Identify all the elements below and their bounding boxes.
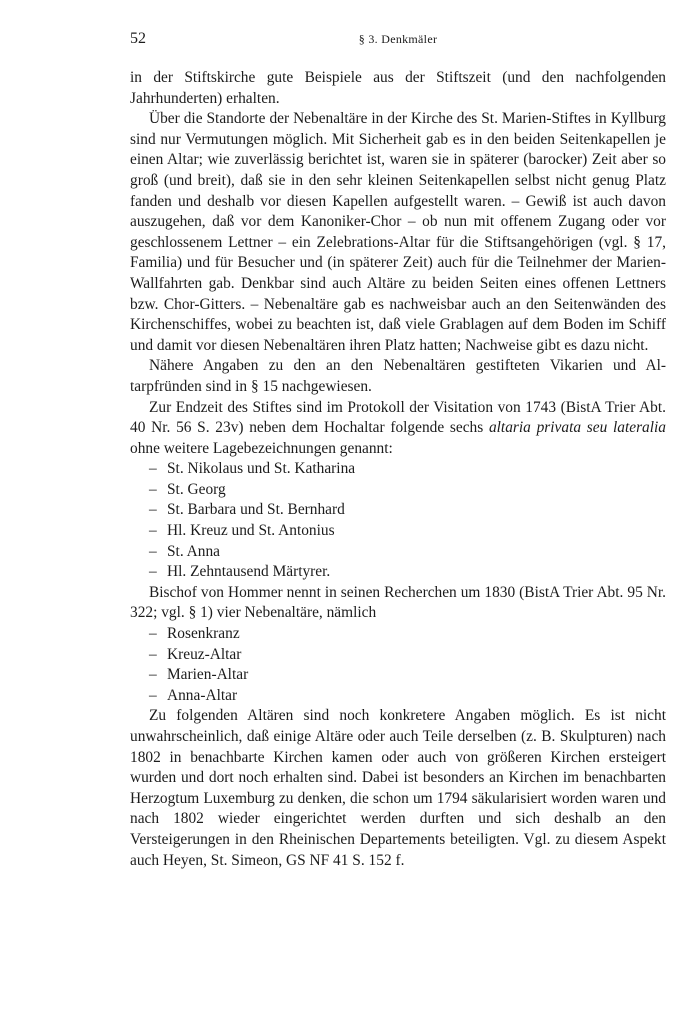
paragraph-1: in der Stiftskirche gute Beispiele aus der Stiftszeit (und den nachfolgenden Jahrhunderten) erhalten. (130, 69, 666, 107)
paragraph-4-text-b: ohne weitere Lagebezeichnungen genannt: (130, 439, 393, 457)
page-number: 52 (130, 30, 146, 47)
paragraph-4 (130, 398, 666, 460)
altar-list-1830 (130, 624, 666, 706)
list-item: – Marien-Altar (130, 665, 666, 686)
list-item: – St. Barbara und St. Bernhard (130, 500, 666, 521)
latin-term: altaria privata seu lateralia (488, 419, 667, 437)
list-item: – St. Georg (130, 480, 666, 501)
list-item: – Hl. Zehntausend Märtyrer. (130, 562, 666, 583)
paragraph-6: Zu folgenden Altären sind noch konkretere Angaben möglich. Es ist nicht unwahrscheinlich, daß einige Altäre oder auch Teile derselben (z. B. Skulpturen) nach 1802 in benachbarte Kirchen kamen oder auch von größeren Kirchen ersteigert wurden und dort noch erhalten sind. Dabei ist besonders an Kirchen im benachbarten Herzogtum Luxemburg zu denken, die schon um 1794 säkularisiert worden waren und nach 1802 wieder eingerichtet werden durften und sich deshalb an den Versteigerungen in den Rheinischen Departements beteiligten. Vgl. zu diesem Aspekt auch Heyen, St. Simeon, GS NF 41 S. 152 f. (130, 707, 666, 869)
list-item: – St. Nikolaus und St. Katharina (130, 459, 666, 480)
altar-list-1743 (130, 459, 666, 583)
list-item: – St. Anna (130, 542, 666, 563)
list-item: – Anna-Altar (130, 686, 666, 707)
paragraph-2: Über die Standorte der Nebenaltäre in der Kirche des St. Marien-Stiftes in Kyllburg sind nur Vermutungen möglich. Mit Sicherheit gab es in den beiden Seitenkapellen je einen Altar; wie zuverlässig berichtet ist, waren sie in späterer (barocker) Zeit aber so groß (und breit), daß sie in den sehr kleinen Seitenkapellen selbst nicht genug Platz fanden und deshalb vor diesen Kapellen aufgestellt waren. – Gewiß ist auch davon auszugehen, daß vor dem Kanoniker-Chor – ob nun mit offenem Zugang oder vor geschlossenem Lettner – ein Zelebrations-Altar für die Stiftsangehörigen (vgl. § 17, Familia) und für Besucher und (in späterer Zeit) auch für die Teilnehmer der Marien-Wallfahrten gab. Denkbar sind auch Altäre zu beiden Seiten eines offenen Lettners bzw. Chor-Gitters. – Nebenaltäre gab es nachweisbar auch an den Seitenwänden des Kirchenschiffes, wobei zu beachten ist, daß viele Grablagen auf dem Boden im Schiff und damit vor diesen Nebenaltären ihren Platz hatten; Nachweise gibt es dazu nicht. (130, 110, 666, 354)
body-text (130, 68, 666, 871)
page-header (130, 30, 666, 56)
book-page (130, 30, 666, 871)
list-item: – Rosenkranz (130, 624, 666, 645)
paragraph-4-text-a: Zur Endzeit des Stiftes sind im Protokoll der Visitation von 1743 (BistA Trier Abt. 40 Nr. 56 S. 23v) neben dem Hochaltar folgende sechs (130, 398, 666, 437)
paragraph-3: Nähere Angaben zu den an den Nebenaltären gestifteten Vikarien und Altarpfründen sind in § 15 nachgewiesen. (130, 357, 666, 395)
paragraph-5: Bischof von Hommer nennt in seinen Recherchen um 1830 (BistA Trier Abt. 95 Nr. 322; vgl. § 1) vier Nebenaltäre, nämlich (130, 583, 666, 622)
list-item: – Kreuz-Altar (130, 645, 666, 666)
list-item: – Hl. Kreuz und St. Antonius (130, 521, 666, 542)
running-head: § 3. Denkmäler (358, 32, 438, 46)
